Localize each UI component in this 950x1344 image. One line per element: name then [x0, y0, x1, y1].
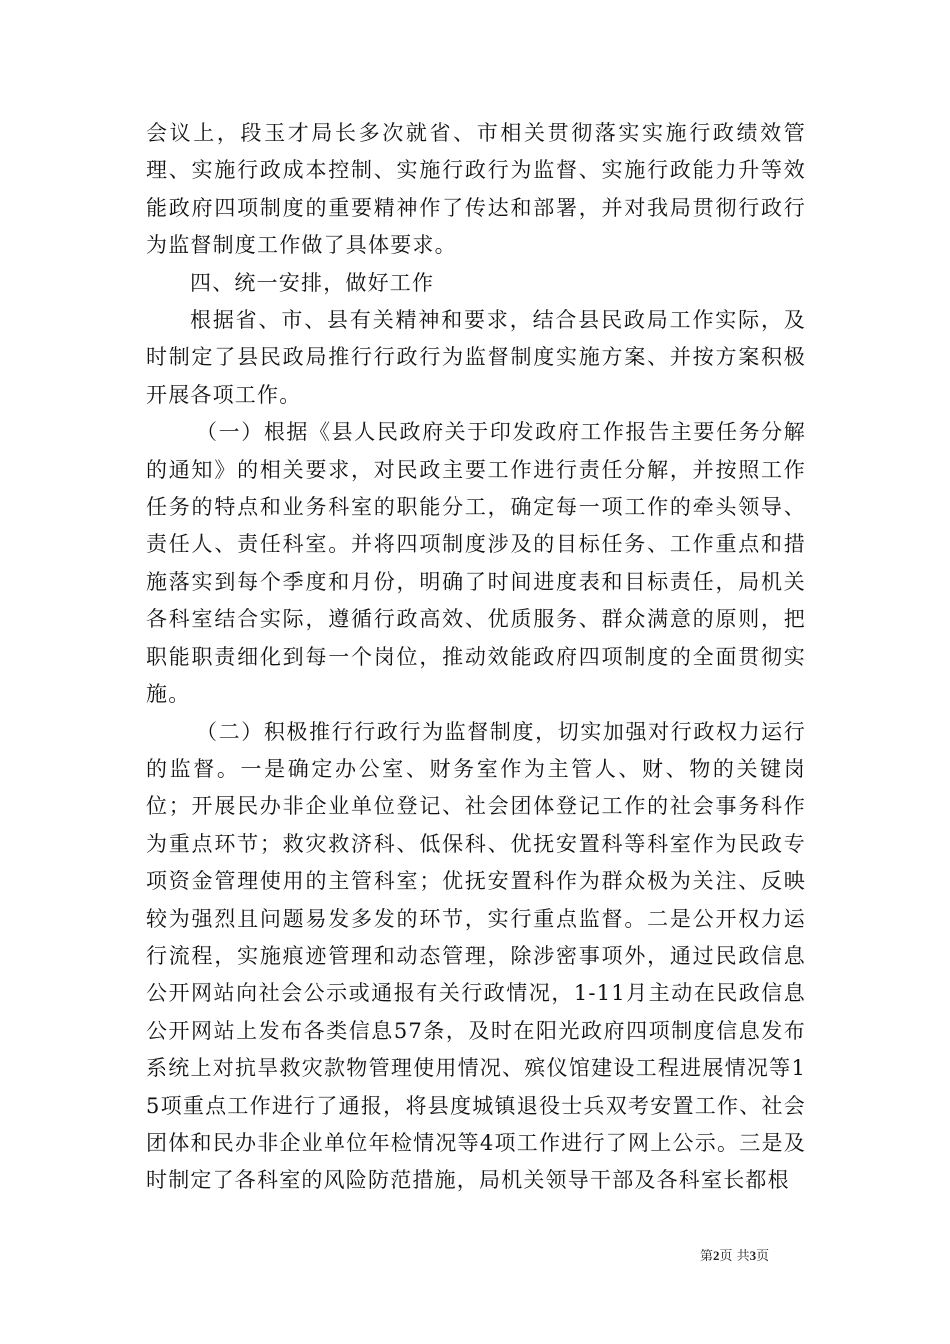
- paragraph-section-four-intro: 根据省、市、县有关精神和要求，结合县民政局工作实际，及时制定了县民政局推行行政行为监督制度实施方案、并按方案积极开展各项工作。: [146, 308, 806, 407]
- paragraph-item-one: （一）根据《县人民政府关于印发政府工作报告主要任务分解的通知》的相关要求，对民政主要工作进行责任分解，并按照工作任务的特点和业务科室的职能分工，确定每一项工作的牵头领导、责任人、责任科室。并将四项制度涉及的目标任务、工作重点和措施落实到每个季度和月份，明确了时间进度表和目标责任，局机关各科室结合实际，遵循行政高效、优质服务、群众满意的原则，把职能职责细化到每一个岗位，推动效能政府四项制度的全面贯彻实施。: [146, 420, 806, 707]
- paragraph-meeting: 会议上，段玉才局长多次就省、市相关贯彻落实实施行政绩效管理、实施行政成本控制、实施行政行为监督、实施行政能力升等效能政府四项制度的重要精神作了传达和部署，并对我局贯彻行政行为监督制度工作做了具体要求。: [146, 121, 806, 258]
- footer-prefix: 第: [700, 1249, 714, 1264]
- document-body: [146, 115, 806, 1200]
- page-footer: [700, 1248, 810, 1265]
- section-four-heading: 四、统一安排，做好工作: [190, 270, 435, 295]
- paragraph-item-two: （二）积极推行行政行为监督制度，切实加强对行政权力运行的监督。一是确定办公室、财务室作为主管人、财、物的关键岗位；开展民办非企业单位登记、社会团体登记工作的社会事务科作为重点环节；救灾救济科、低保科、优抚安置科等科室作为民政专项资金管理使用的主管科室；优抚安置科作为群众极为关注、反映较为强烈且问题易发多发的环节，实行重点监督。二是公开权力运行流程，实施痕迹管理和动态管理，除涉密事项外，通过民政信息公开网站向社会公示或通报有关行政情况，1-11月主动在民政信息公开网站上发布各类信息57条，及时在阳光政府四项制度信息发布系统上对抗旱救灾款物管理使用情况、殡仪馆建设工程进展情况等15项重点工作进行了通报，将县度城镇退役士兵双考安置工作、社会团体和民办非企业单位年检情况等4项工作进行了网上公示。三是及时制定了各科室的风险防范措施，局机关领导干部及各科室长都根: [146, 719, 806, 1193]
- footer-suffix: 页: [756, 1249, 770, 1264]
- footer-middle: 页 共: [719, 1249, 750, 1264]
- current-page-number: 2: [713, 1248, 720, 1263]
- total-pages-number: 3: [749, 1248, 757, 1263]
